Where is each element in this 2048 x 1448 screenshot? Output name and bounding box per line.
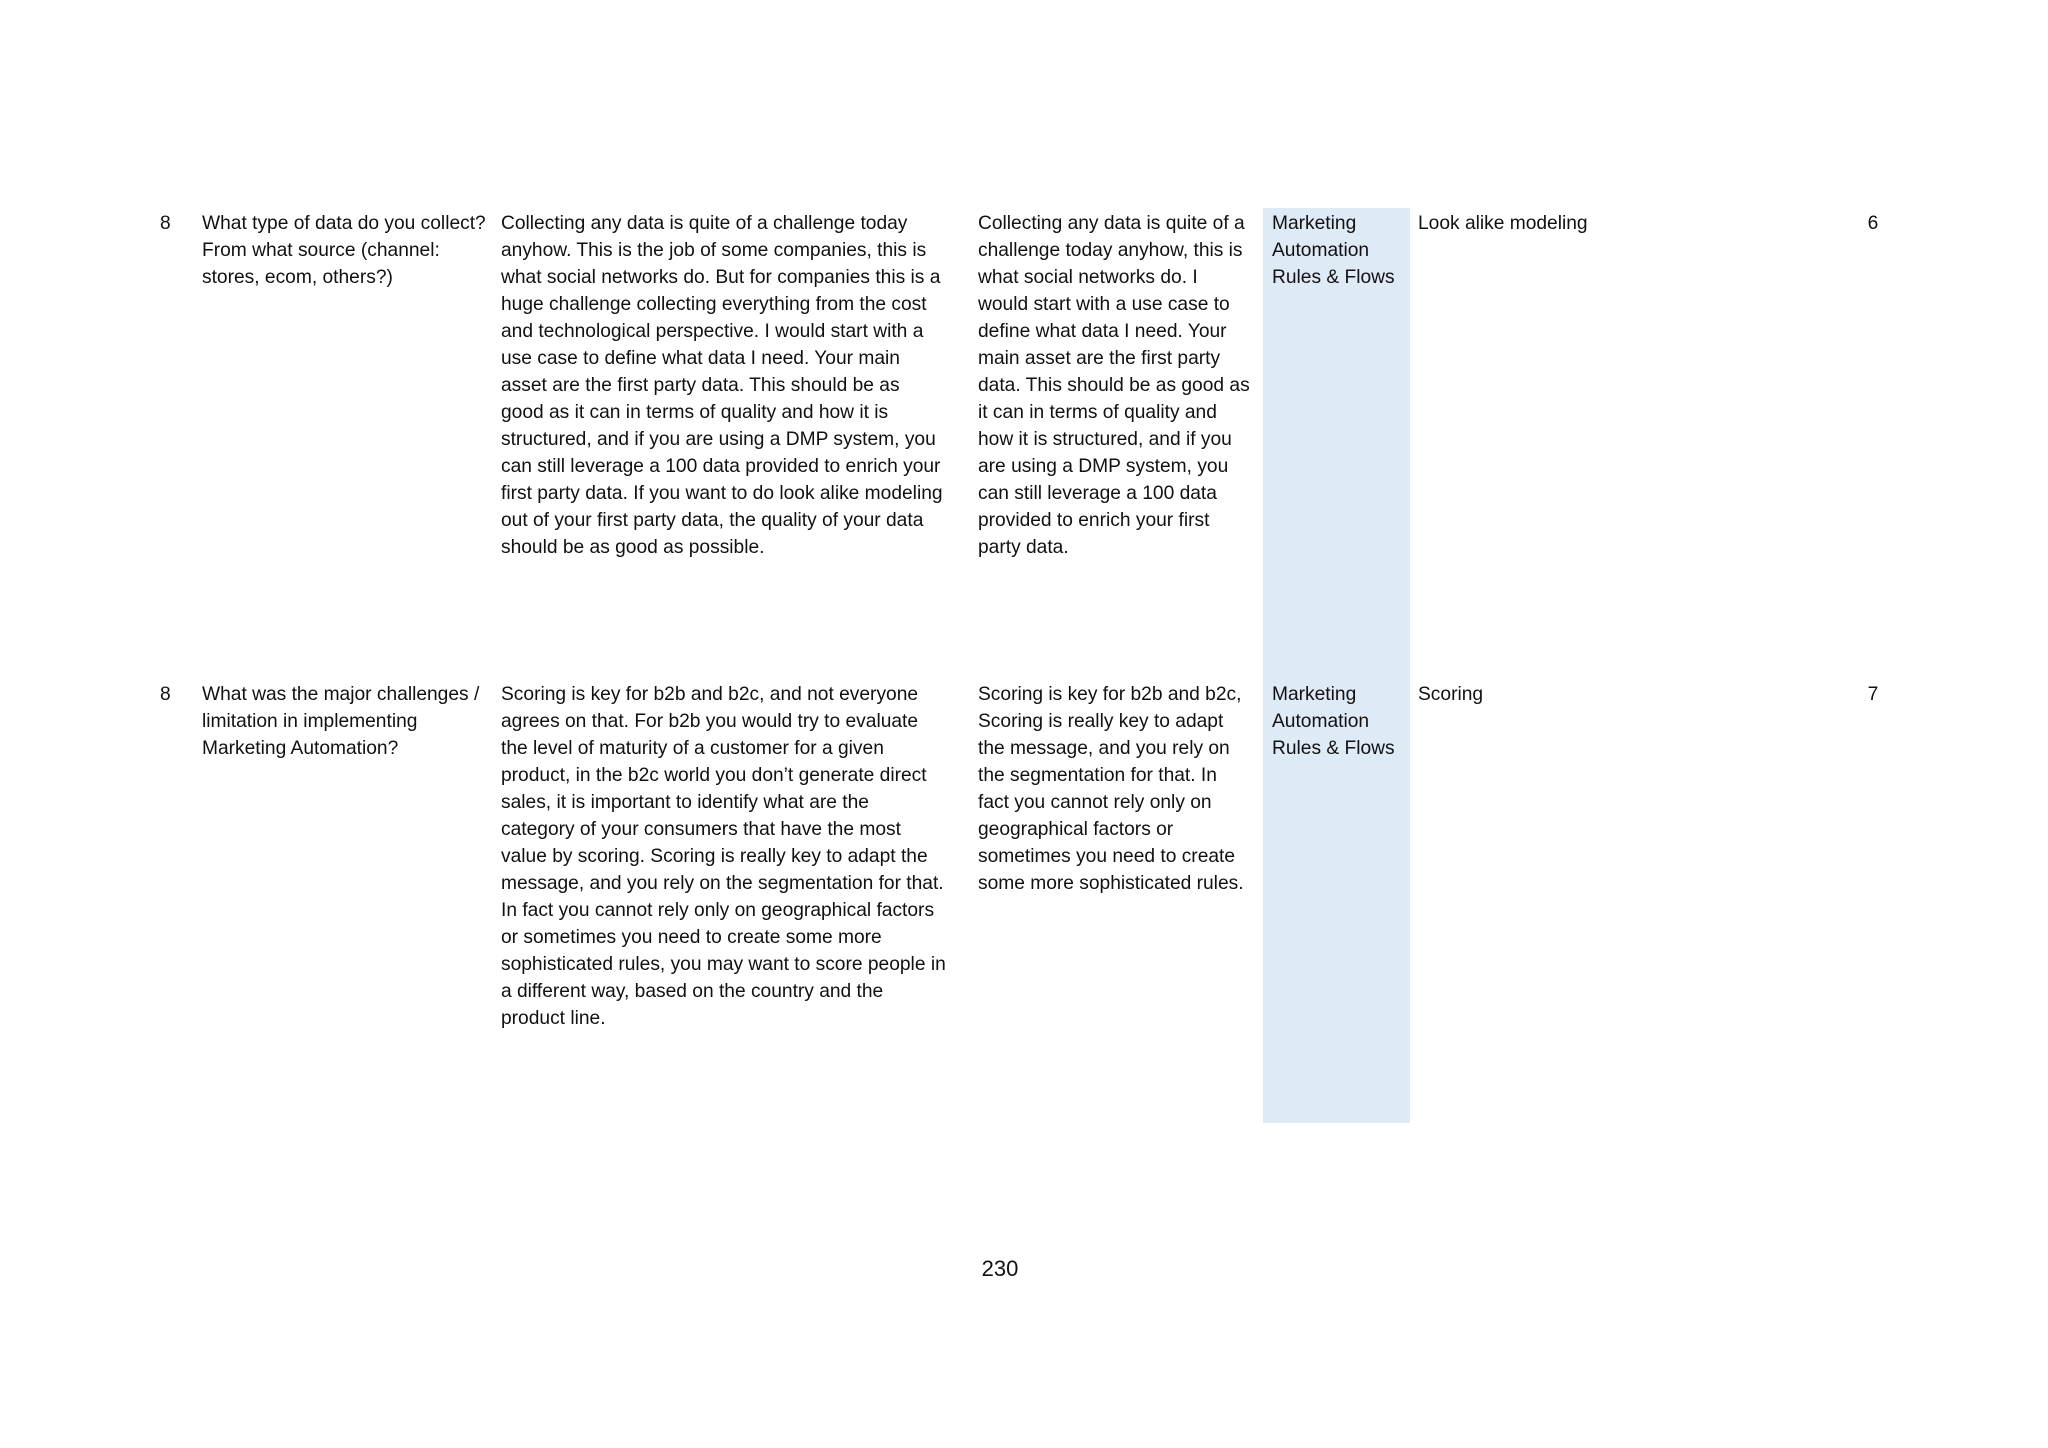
summary-cell: Scoring is key for b2b and b2c, Scoring is really key to adapt the message, and you rely on the segmentation for that. In fact you cannot rely only on geographical factors or sometimes you need to create some more sophisticated rules.	[978, 684, 1244, 894]
category-cell: Marketing Automation Rules & Flows	[1272, 684, 1395, 759]
page-number: 230	[981, 1256, 1019, 1281]
question-cell: What type of data do you collect? From what source (channel: stores, ecom, others?)	[202, 213, 486, 288]
code-cell: 7	[1867, 684, 1879, 705]
row-number: 8	[160, 213, 171, 234]
code-cell: 6	[1867, 213, 1879, 234]
tag-cell: Look alike modeling	[1418, 213, 1588, 234]
summary-cell: Collecting any data is quite of a challenge today anyhow, this is what social networks do. I would start with a use case to define what data I need. Your main asset are the first party data. This should be as good as it can in terms of quality and how it is structured, and if you are using a DMP system, you can still leverage a 100 data provided to enrich your first party data.	[978, 213, 1250, 558]
row-number: 8	[160, 684, 171, 705]
answer-cell: Collecting any data is quite of a challenge today anyhow. This is the job of some companies, this is what social networks do. But for companies this is a huge challenge collecting everything from the cost and technological perspective. I would start with a use case to define what data I need. Your main asset are the first party data. This should be as good as it can in terms of quality and how it is structured, and if you are using a DMP system, you can still leverage a 100 data provided to enrich your first party data. If you want to do look alike modeling out of your first party data, the quality of your data should be as good as possible.	[501, 213, 943, 558]
tag-cell: Scoring	[1418, 684, 1484, 705]
category-column-highlight	[1263, 208, 1410, 1123]
category-cell: Marketing Automation Rules & Flows	[1272, 213, 1395, 288]
question-cell: What was the major challenges / limitation in implementing Marketing Automation?	[202, 684, 480, 759]
answer-cell: Scoring is key for b2b and b2c, and not everyone agrees on that. For b2b you would try to evaluate the level of maturity of a customer for a given product, in the b2c world you don’t generate direct sales, it is important to identify what are the category of your consumers that have the most value by scoring. Scoring is really key to adapt the message, and you rely on the segmentation for that. In fact you cannot rely only on geographical factors or sometimes you need to create some more sophisticated rules, you may want to score people in a different way, based on the country and the product line.	[501, 684, 946, 1029]
